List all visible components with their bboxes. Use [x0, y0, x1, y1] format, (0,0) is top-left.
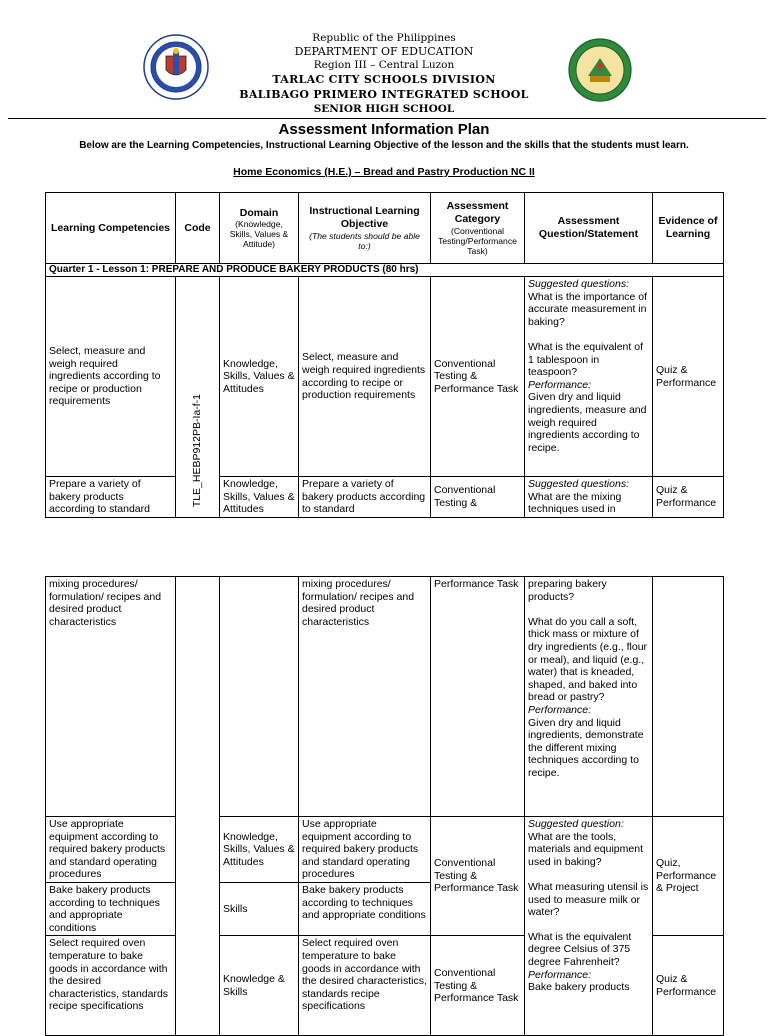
question-cell [525, 577, 653, 817]
objective-cell: Bake bakery products according to techniques and appropriate conditions [299, 882, 431, 935]
competency-cell: mixing procedures/ formulation/ recipes and desired product characteristics [46, 577, 176, 817]
header-republic: Republic of the Philippines [312, 32, 456, 44]
course-title: Home Economics (H.E.) – Bread and Pastry Production NC II [233, 166, 535, 178]
quarter-row [46, 264, 724, 277]
domain-cell: Skills [220, 882, 299, 935]
header-school: BALIBAGO PRIMERO INTEGRATED SCHOOL [239, 88, 529, 101]
performance-text: Given dry and liquid ingredients, demonstrate the different mixing techniques according to recipe. [528, 716, 644, 779]
question-cell [525, 277, 653, 477]
competency-cell: Use appropriate equipment according to required bakery products and standard operating procedures [46, 817, 176, 883]
performance-label: Performance: [528, 968, 592, 981]
competency-cell: Bake bakery products according to techniques and appropriate conditions [46, 882, 176, 935]
intro-text: Below are the Learning Competencies, Instructional Learning Objective of the lesson and the skills that the students must learn. [79, 140, 689, 151]
header-category: Assessment Category (Conventional Testing/Performance Task) [431, 193, 525, 264]
competency-cell: Select, measure and weigh required ingredients according to recipe or production requirements [46, 277, 176, 477]
competency-cell: Select required oven temperature to bake goods in accordance with the desired characteristics, standards recipe specifications [46, 936, 176, 1036]
table-header-row [46, 193, 724, 264]
competency-cell: Prepare a variety of bakery products according to standard [46, 477, 176, 518]
category-cell: Conventional Testing & Performance Task [431, 936, 525, 1036]
category-cell: Conventional Testing & Performance Task [431, 277, 525, 477]
header-shs: SENIOR HIGH SCHOOL [313, 103, 455, 115]
header-department: DEPARTMENT OF EDUCATION [294, 45, 474, 58]
objective-cell: Select required oven temperature to bake goods in accordance with the desired characteristics, standards recipe specifications [299, 936, 431, 1036]
question-text: What are the tools, materials and equipment used in baking? What measuring utensil is used to measure milk or water? [528, 830, 649, 919]
performance-label: Performance: [528, 703, 592, 716]
header-competencies: Learning Competencies [46, 193, 176, 264]
objective-cell: Prepare a variety of bakery products according to standard [299, 477, 431, 518]
header-division: TARLAC CITY SCHOOLS DIVISION [272, 73, 496, 86]
header-region: Region III – Central Luzon [313, 59, 455, 71]
question-label: Suggested questions: [528, 278, 629, 290]
question-cell [525, 817, 653, 1036]
question-text: preparing bakery products? What do you call a soft, thick mass or mixture of dry ingredients (e.g., flour or meal), and liquid (e.g., water) that is kneaded, shaped, and baked into bread or pastry? [528, 578, 648, 704]
domain-cell: Knowledge, Skills, Values & Attitudes [220, 817, 299, 883]
table-row [46, 577, 724, 817]
evidence-cell [653, 577, 724, 817]
question-label: Suggested questions: [528, 478, 629, 490]
objective-cell: Use appropriate equipment according to required bakery products and standard operating procedures [299, 817, 431, 883]
code-cell [176, 577, 220, 1036]
objective-cell: Select, measure and weigh required ingredients according to recipe or production requirements [299, 277, 431, 477]
page-title: Assessment Information Plan [278, 121, 490, 138]
domain-cell: Knowledge, Skills, Values & Attitudes [220, 277, 299, 477]
category-cell: Conventional Testing & Performance Task [431, 817, 525, 936]
header-evidence: Evidence of Learning [653, 193, 724, 264]
performance-text: Given dry and liquid ingredients, measure and weigh required ingredients according to recipe. [528, 391, 647, 454]
performance-text: Bake bakery products [528, 981, 630, 994]
table-row [46, 477, 724, 518]
assessment-table-part2 [45, 576, 724, 1036]
evidence-cell: Quiz & Performance [653, 477, 724, 518]
domain-cell: Knowledge & Skills [220, 936, 299, 1036]
table-row [46, 817, 724, 883]
performance-label: Performance: [528, 378, 592, 391]
quarter-label: Quarter 1 - Lesson 1: PREPARE AND PRODUCE BAKERY PRODUCTS (80 hrs) [46, 264, 724, 277]
table-row [46, 277, 724, 477]
question-text: What is the importance of accurate measurement in baking? What is the equivalent of 1 tablespoon in teaspoon? [528, 290, 648, 379]
domain-cell [220, 577, 299, 817]
code-label: TLE_HEBP912PB-Ia-f-1 [191, 394, 204, 508]
evidence-cell: Quiz & Performance [653, 936, 724, 1036]
header-domain: Domain (Knowledge, Skills, Values & Attitude) [220, 193, 299, 264]
header-objective: Instructional Learning Objective (The students should be able to:) [299, 193, 431, 264]
question-label: Suggested question: [528, 818, 624, 830]
category-cell: Conventional Testing & [431, 477, 525, 518]
category-cell: Performance Task [431, 577, 525, 817]
objective-cell: mixing procedures/ formulation/ recipes and desired product characteristics [299, 577, 431, 817]
header-question: Assessment Question/Statement [525, 193, 653, 264]
header-code: Code [176, 193, 220, 264]
evidence-cell: Quiz & Performance [653, 277, 724, 477]
code-cell [176, 277, 220, 518]
question-text-2: What is the equivalent degree Celsius of 375 degree Fahrenheit? [528, 930, 632, 968]
header-divider [8, 118, 766, 119]
evidence-cell: Quiz, Performance & Project [653, 817, 724, 936]
question-text: What are the mixing techniques used in [528, 490, 622, 516]
assessment-table-part1 [45, 192, 724, 518]
domain-cell: Knowledge, Skills, Values & Attitudes [220, 477, 299, 518]
question-cell [525, 477, 653, 518]
